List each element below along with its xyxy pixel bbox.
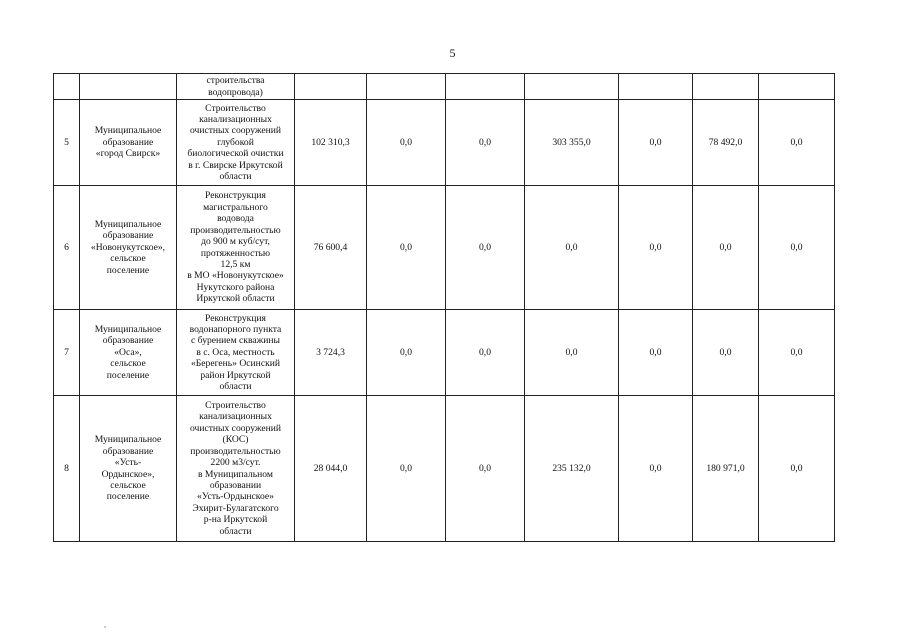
value-cell: [693, 74, 759, 100]
value-cell: 0,0: [446, 396, 525, 542]
row-number: 7: [54, 310, 80, 396]
value-cell: 0,0: [367, 186, 446, 310]
object-cell: Строительство канализационных очистных сооружений (КОС) производительностью 2200 м3/сут. в Муниципальном образовании «Усть-Ордынское» Эхирит-Булагатского р-на Иркутской области: [177, 396, 295, 542]
value-cell: 180 971,0: [693, 396, 759, 542]
row-number: 6: [54, 186, 80, 310]
value-cell: [759, 74, 835, 100]
object-cell: строительства водопровода): [177, 74, 295, 100]
value-cell: 0,0: [446, 186, 525, 310]
municipality-cell: [80, 74, 177, 100]
value-cell: 0,0: [367, 396, 446, 542]
value-cell: 0,0: [759, 186, 835, 310]
value-cell: 3 724,3: [295, 310, 367, 396]
table-row: [54, 100, 835, 186]
value-cell: 0,0: [693, 186, 759, 310]
municipality-cell: Муниципальное образование «Усть- Ордынское», сельское поселение: [80, 396, 177, 542]
object-cell: Строительство канализационных очистных сооружений глубокой биологической очистки в г. Свирске Иркутской области: [177, 100, 295, 186]
table-row: [54, 186, 835, 310]
value-cell: [367, 74, 446, 100]
value-cell: 28 044,0: [295, 396, 367, 542]
value-cell: 0,0: [619, 100, 693, 186]
value-cell: 76 600,4: [295, 186, 367, 310]
value-cell: 0,0: [759, 310, 835, 396]
program-table: [53, 73, 835, 542]
value-cell: 102 310,3: [295, 100, 367, 186]
value-cell: 303 355,0: [525, 100, 619, 186]
municipality-cell: Муниципальное образование «Оса», сельское поселение: [80, 310, 177, 396]
value-cell: 78 492,0: [693, 100, 759, 186]
page-number: 5: [449, 46, 456, 60]
value-cell: [619, 74, 693, 100]
scan-speck: [104, 626, 106, 628]
value-cell: 0,0: [446, 100, 525, 186]
object-cell: Реконструкция водонапорного пункта с бурением скважины в с. Оса, местность «Берегень» Осинский район Иркутской области: [177, 310, 295, 396]
table-row: [54, 74, 835, 100]
value-cell: 0,0: [619, 186, 693, 310]
value-cell: 0,0: [525, 310, 619, 396]
value-cell: 0,0: [525, 186, 619, 310]
object-cell: Реконструкция магистрального водовода производительностью до 900 м куб/сут, протяженностью 12,5 км в МО «Новонукутское» Нукутского района Иркутской области: [177, 186, 295, 310]
table-row: [54, 396, 835, 542]
value-cell: 0,0: [367, 100, 446, 186]
value-cell: 0,0: [446, 310, 525, 396]
value-cell: 235 132,0: [525, 396, 619, 542]
value-cell: 0,0: [619, 396, 693, 542]
value-cell: [525, 74, 619, 100]
row-number: 8: [54, 396, 80, 542]
row-number: [54, 74, 80, 100]
row-number: 5: [54, 100, 80, 186]
value-cell: [446, 74, 525, 100]
value-cell: 0,0: [759, 100, 835, 186]
municipality-cell: Муниципальное образование «Новонукутское», сельское поселение: [80, 186, 177, 310]
municipality-cell: Муниципальное образование «город Свирск»: [80, 100, 177, 186]
value-cell: 0,0: [367, 310, 446, 396]
value-cell: 0,0: [759, 396, 835, 542]
value-cell: 0,0: [693, 310, 759, 396]
value-cell: [295, 74, 367, 100]
table-row: [54, 310, 835, 396]
value-cell: 0,0: [619, 310, 693, 396]
